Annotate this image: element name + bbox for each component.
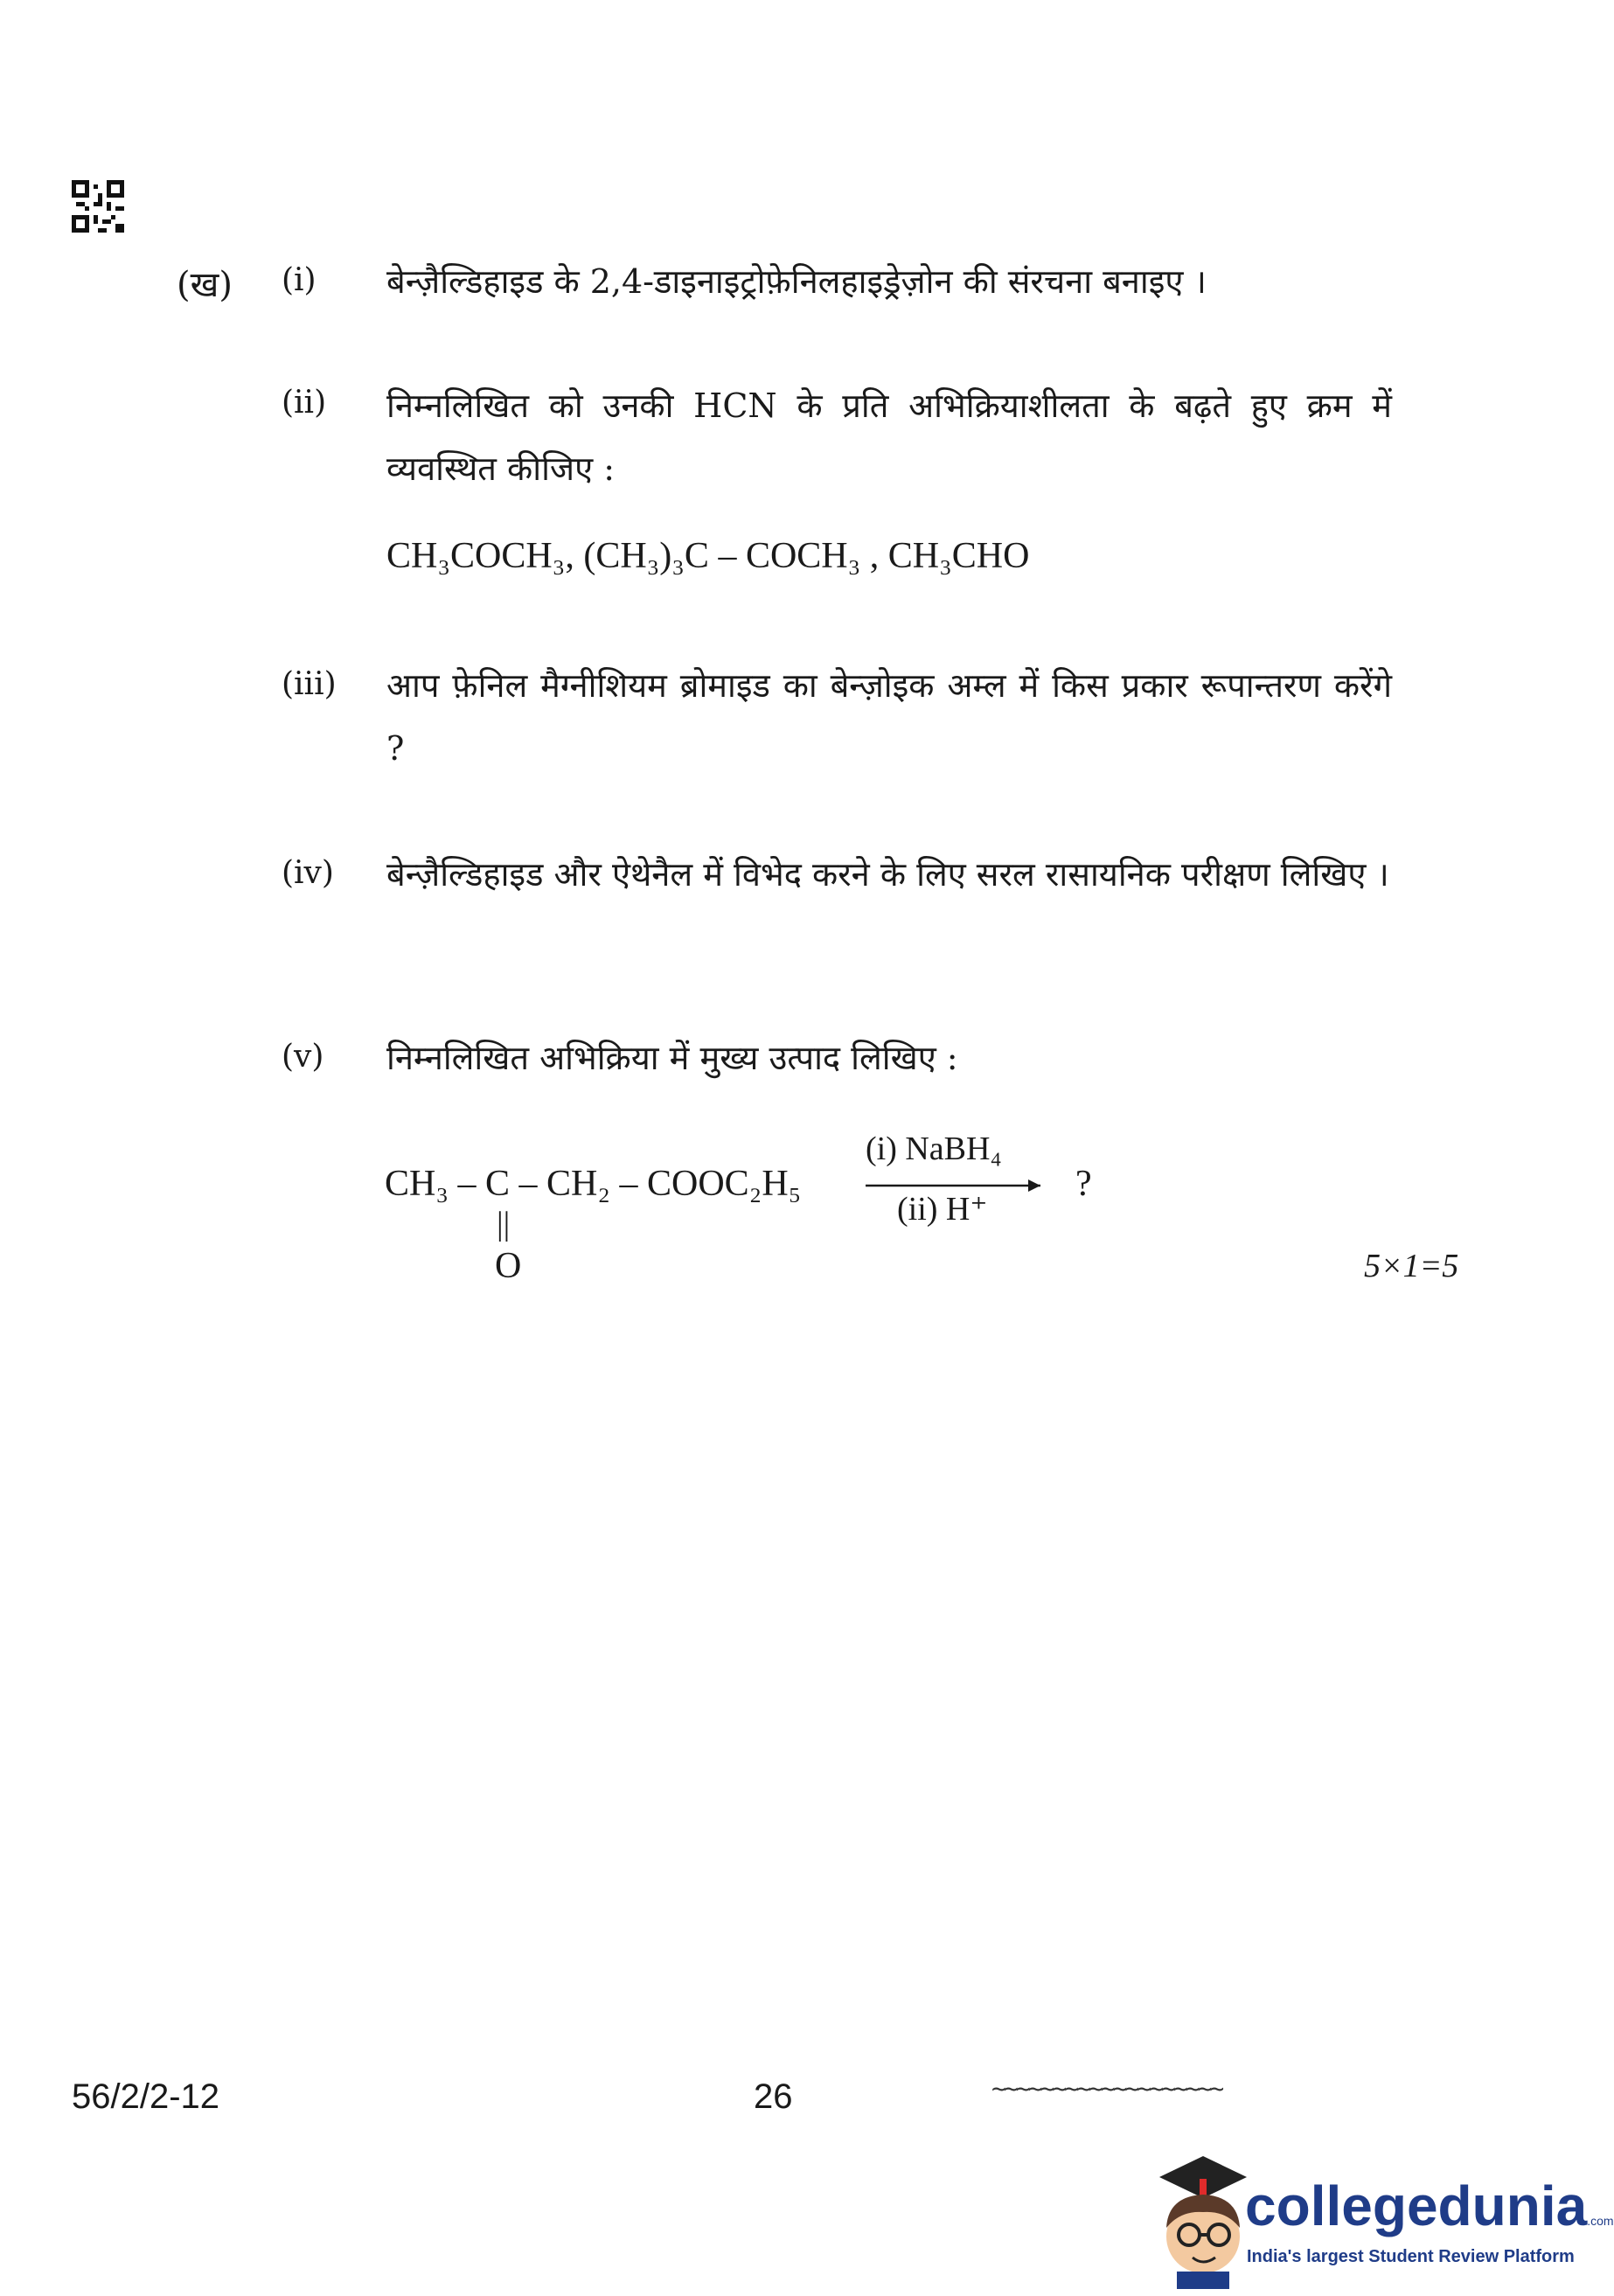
reagent-step-1: (i) NaBH₄ — [866, 1131, 1002, 1167]
reagent-step-2: (ii) H⁺ — [897, 1191, 988, 1228]
qr-code-icon — [72, 180, 124, 233]
section-label: (ख) — [177, 265, 233, 305]
product-placeholder: ? — [1075, 1164, 1092, 1204]
question-label: (ii) — [282, 385, 327, 421]
separator: , — [565, 536, 574, 576]
logo-tagline: India's largest Student Review Platform — [1247, 2247, 1575, 2266]
logo-name: collegedunia — [1245, 2174, 1588, 2237]
question-text: बेन्ज़ैल्डिहाइड और ऐथेनैल में विभेद करने के लिए सरल रासायनिक परीक्षण लिखिए । — [386, 855, 1389, 894]
mascot-icon — [1142, 2140, 1256, 2289]
separator: , — [869, 536, 880, 576]
question-label: (v) — [282, 1039, 324, 1075]
oxygen-atom: O — [495, 1246, 522, 1286]
reactant: CH₃ – C – CH₂ – COOC₂H₅ — [385, 1164, 802, 1204]
compound-1: CH₃COCH₃ — [386, 536, 566, 576]
marks: 5×1=5 — [1364, 1248, 1459, 1284]
compound-3: CH₃CHO — [887, 536, 1030, 576]
question-text: निम्नलिखित को उनकी HCN के प्रति अभिक्रियाशीलता के बढ़ते हुए क्रम में व्यवस्थित कीजिए : — [386, 386, 1392, 488]
question-label: (i) — [282, 262, 317, 298]
page-number: 26 — [754, 2077, 793, 2116]
question-text: बेन्ज़ैल्डिहाइड के 2,4-डाइनाइट्रोफ़ेनिलहाइड्रेज़ोन की संरचना बनाइए । — [386, 262, 1207, 301]
double-bond: || — [497, 1206, 511, 1242]
compound-2: (CH₃)₃C – COCH₃ — [583, 536, 861, 576]
question-text: निम्नलिखित अभिक्रिया में मुख्य उत्पाद लिखिए : — [386, 1039, 958, 1077]
wavy-line: ~~~~~~~~~~~~~~~~~~~ — [991, 2074, 1222, 2103]
question-text: आप फ़ेनिल मैग्नीशियम ब्रोमाइड का बेन्ज़ोइक अम्ल में किस प्रकार रूपान्तरण करेंगे ? — [386, 666, 1392, 768]
question-label: (iii) — [282, 666, 337, 702]
compound-list — [386, 535, 1029, 577]
paper-code: 56/2/2-12 — [72, 2077, 220, 2116]
collegedunia-logo — [1142, 2140, 1614, 2289]
question-label: (iv) — [282, 855, 334, 891]
logo-suffix: .com — [1587, 2214, 1614, 2228]
logo-wordmark — [1245, 2174, 1614, 2238]
